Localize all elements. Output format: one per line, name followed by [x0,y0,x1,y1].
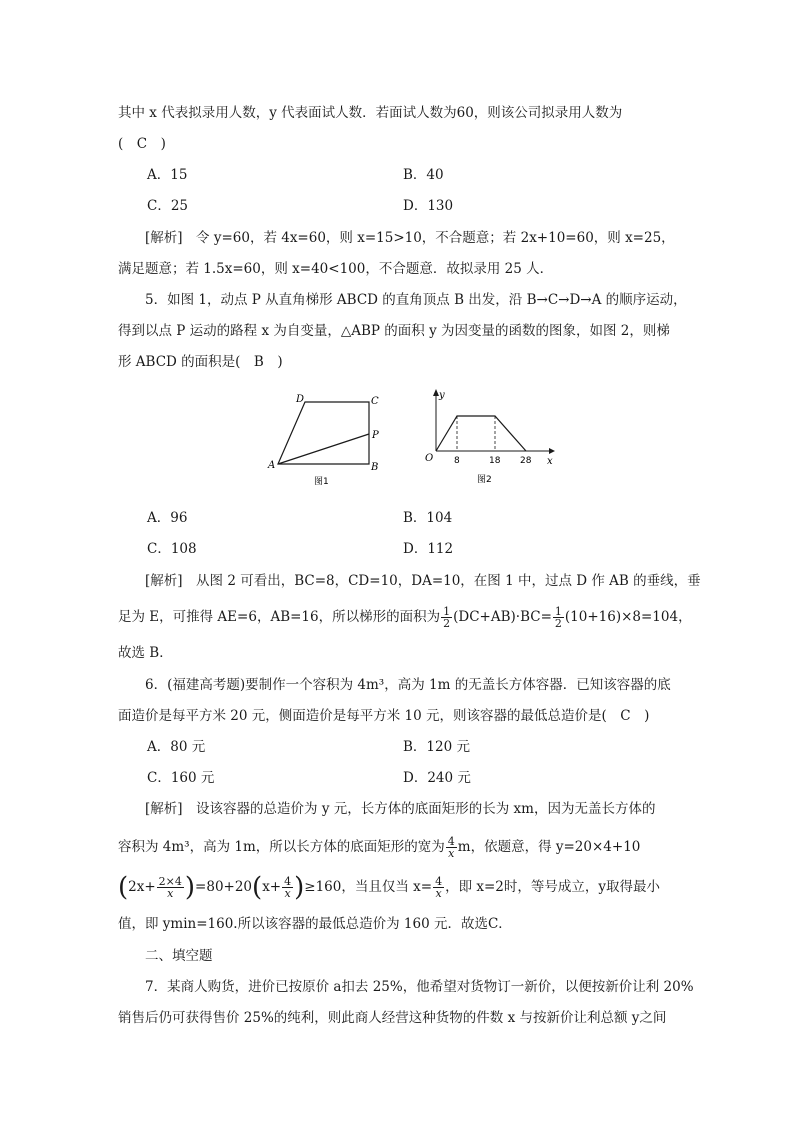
q4-intro: 其中 x 代表拟录用人数，y 代表面试人数．若面试人数为60，则该公司拟录用人数为 [118,105,623,121]
q5-option-d: D．112 [403,541,454,557]
q6-analysis-line3: (2x+ $\frac{2\times 4}{x}$ )=80+20(x+ $\frac{4}{x}$ )≥160，当且仅当 x= $\frac{4}{x}$ ，即 x=2时，等号成立，y取得最小 [118,872,661,903]
fraction-4-over-x-2: $\frac{4}{x}$ [284,875,292,900]
segment-ap [278,434,369,464]
origin-label: O [425,453,434,464]
label-d: D [296,394,305,405]
label-c: C [371,396,379,407]
q5-analysis-line2: 足为 E，可推得 AE=6，AB=16，所以梯形的面积为 $\frac{1}{2}$ (DC+AB)·BC= $\frac{1}{2}$ (10+16)×8=104， [118,605,692,630]
label-b: B [371,462,379,473]
q6-analysis-line1: [解析] 设该容器的总造价为 y 元，长方体的底面矩形的长为 xm，因为无盖长方体的 [145,801,656,817]
label-a: A [268,460,276,471]
figure-2-caption: 图2 [477,475,492,485]
section-2-title: 二、填空题 [145,948,213,964]
q7-line2: 销售后仍可获得售价 25%的纯利，则此商人经营这种货物的件数 x 与按新价让利总额 y之间 [118,1010,667,1026]
function-curve [436,416,526,451]
fraction-4-over-x: $\frac{4}{x}$ [447,835,455,860]
tick-18: 18 [489,456,501,466]
q5-analysis-line1: [解析] 从图 2 可看出，BC=8，CD=10，DA=10，在图 1 中，过点 D 作 AB 的垂线，垂 [145,573,701,589]
trapezoid-shape [278,402,369,464]
q4-option-d: D．130 [403,198,454,214]
q6-option-d: D．240 元 [403,770,471,786]
q6-line2: 面造价是每平方米 20 元，侧面造价是每平方米 10 元，则该容器的最低总造价是( C ) [118,708,650,724]
y-axis-label: y [439,390,445,401]
fraction-half-1: $\frac{1}{2}$ [443,605,451,630]
figure-2-graph [415,385,560,490]
tick-28: 28 [520,456,532,466]
q5-line2: 得到以点 P 运动的路程 x 为自变量，△ABP 的面积 y 为因变量的函数的图象，如图 2，则梯 [118,323,670,339]
q4-analysis-line1: [解析] 令 y=60，若 4x=60，则 x=15>10，不合题意；若 2x+10=60，则 x=25， [145,230,675,246]
q6-option-b: B．120 元 [403,739,470,755]
q4-option-b: B．40 [403,167,444,183]
q4-answer: ( C ) [118,136,166,152]
x-axis-arrow [549,448,555,454]
q5-line1: 5．如图 1，动点 P 从直角梯形 ABCD 的直角顶点 B 出发，沿 B→C→D→A 的顺序运动， [145,292,687,308]
q4-analysis-line2: 满足题意；若 1.5x=60，则 x=40<100，不合题意．故拟录用 25 人． [118,261,554,277]
q5-option-b: B．104 [403,510,453,526]
q6-option-a: A．80 元 [147,739,206,755]
q4-option-c: C．25 [147,198,189,214]
fraction-2x4-over-x: $\frac{2\times 4}{x}$ [158,875,182,900]
q5-analysis-line3: 故选 B． [118,645,173,661]
q7-line1: 7．某商人购货，进价已按原价 a扣去 25%，他希望对货物订一新价，以便按新价让利 20% [145,979,694,995]
q6-option-c: C．160 元 [147,770,215,786]
figure-1-caption: 图1 [314,477,329,487]
x-axis-label: x [547,456,553,467]
q5-option-c: C．108 [147,541,197,557]
tick-8: 8 [454,456,460,466]
q4-option-a: A．15 [147,167,188,183]
q5-option-a: A．96 [147,510,188,526]
q6-analysis-line4: 值，即 ymin=160.所以该容器的最低总造价为 160 元．故选C． [118,916,512,932]
q5-line3: 形 ABCD 的面积是( B ) [118,354,283,370]
figure-1-trapezoid [258,388,388,488]
label-p: P [372,430,379,441]
fraction-4-over-x-3: $\frac{4}{x}$ [435,875,443,900]
q6-line1: 6．(福建高考题)要制作一个容积为 4m³，高为 1m 的无盖长方体容器．已知该容器的底 [145,677,671,693]
q6-analysis-line2: 容积为 4m³，高为 1m，所以长方体的底面矩形的宽为 $\frac{4}{x}$ m，依题意，得 y=20×4+10 [118,835,641,860]
fraction-half-2: $\frac{1}{2}$ [554,605,562,630]
